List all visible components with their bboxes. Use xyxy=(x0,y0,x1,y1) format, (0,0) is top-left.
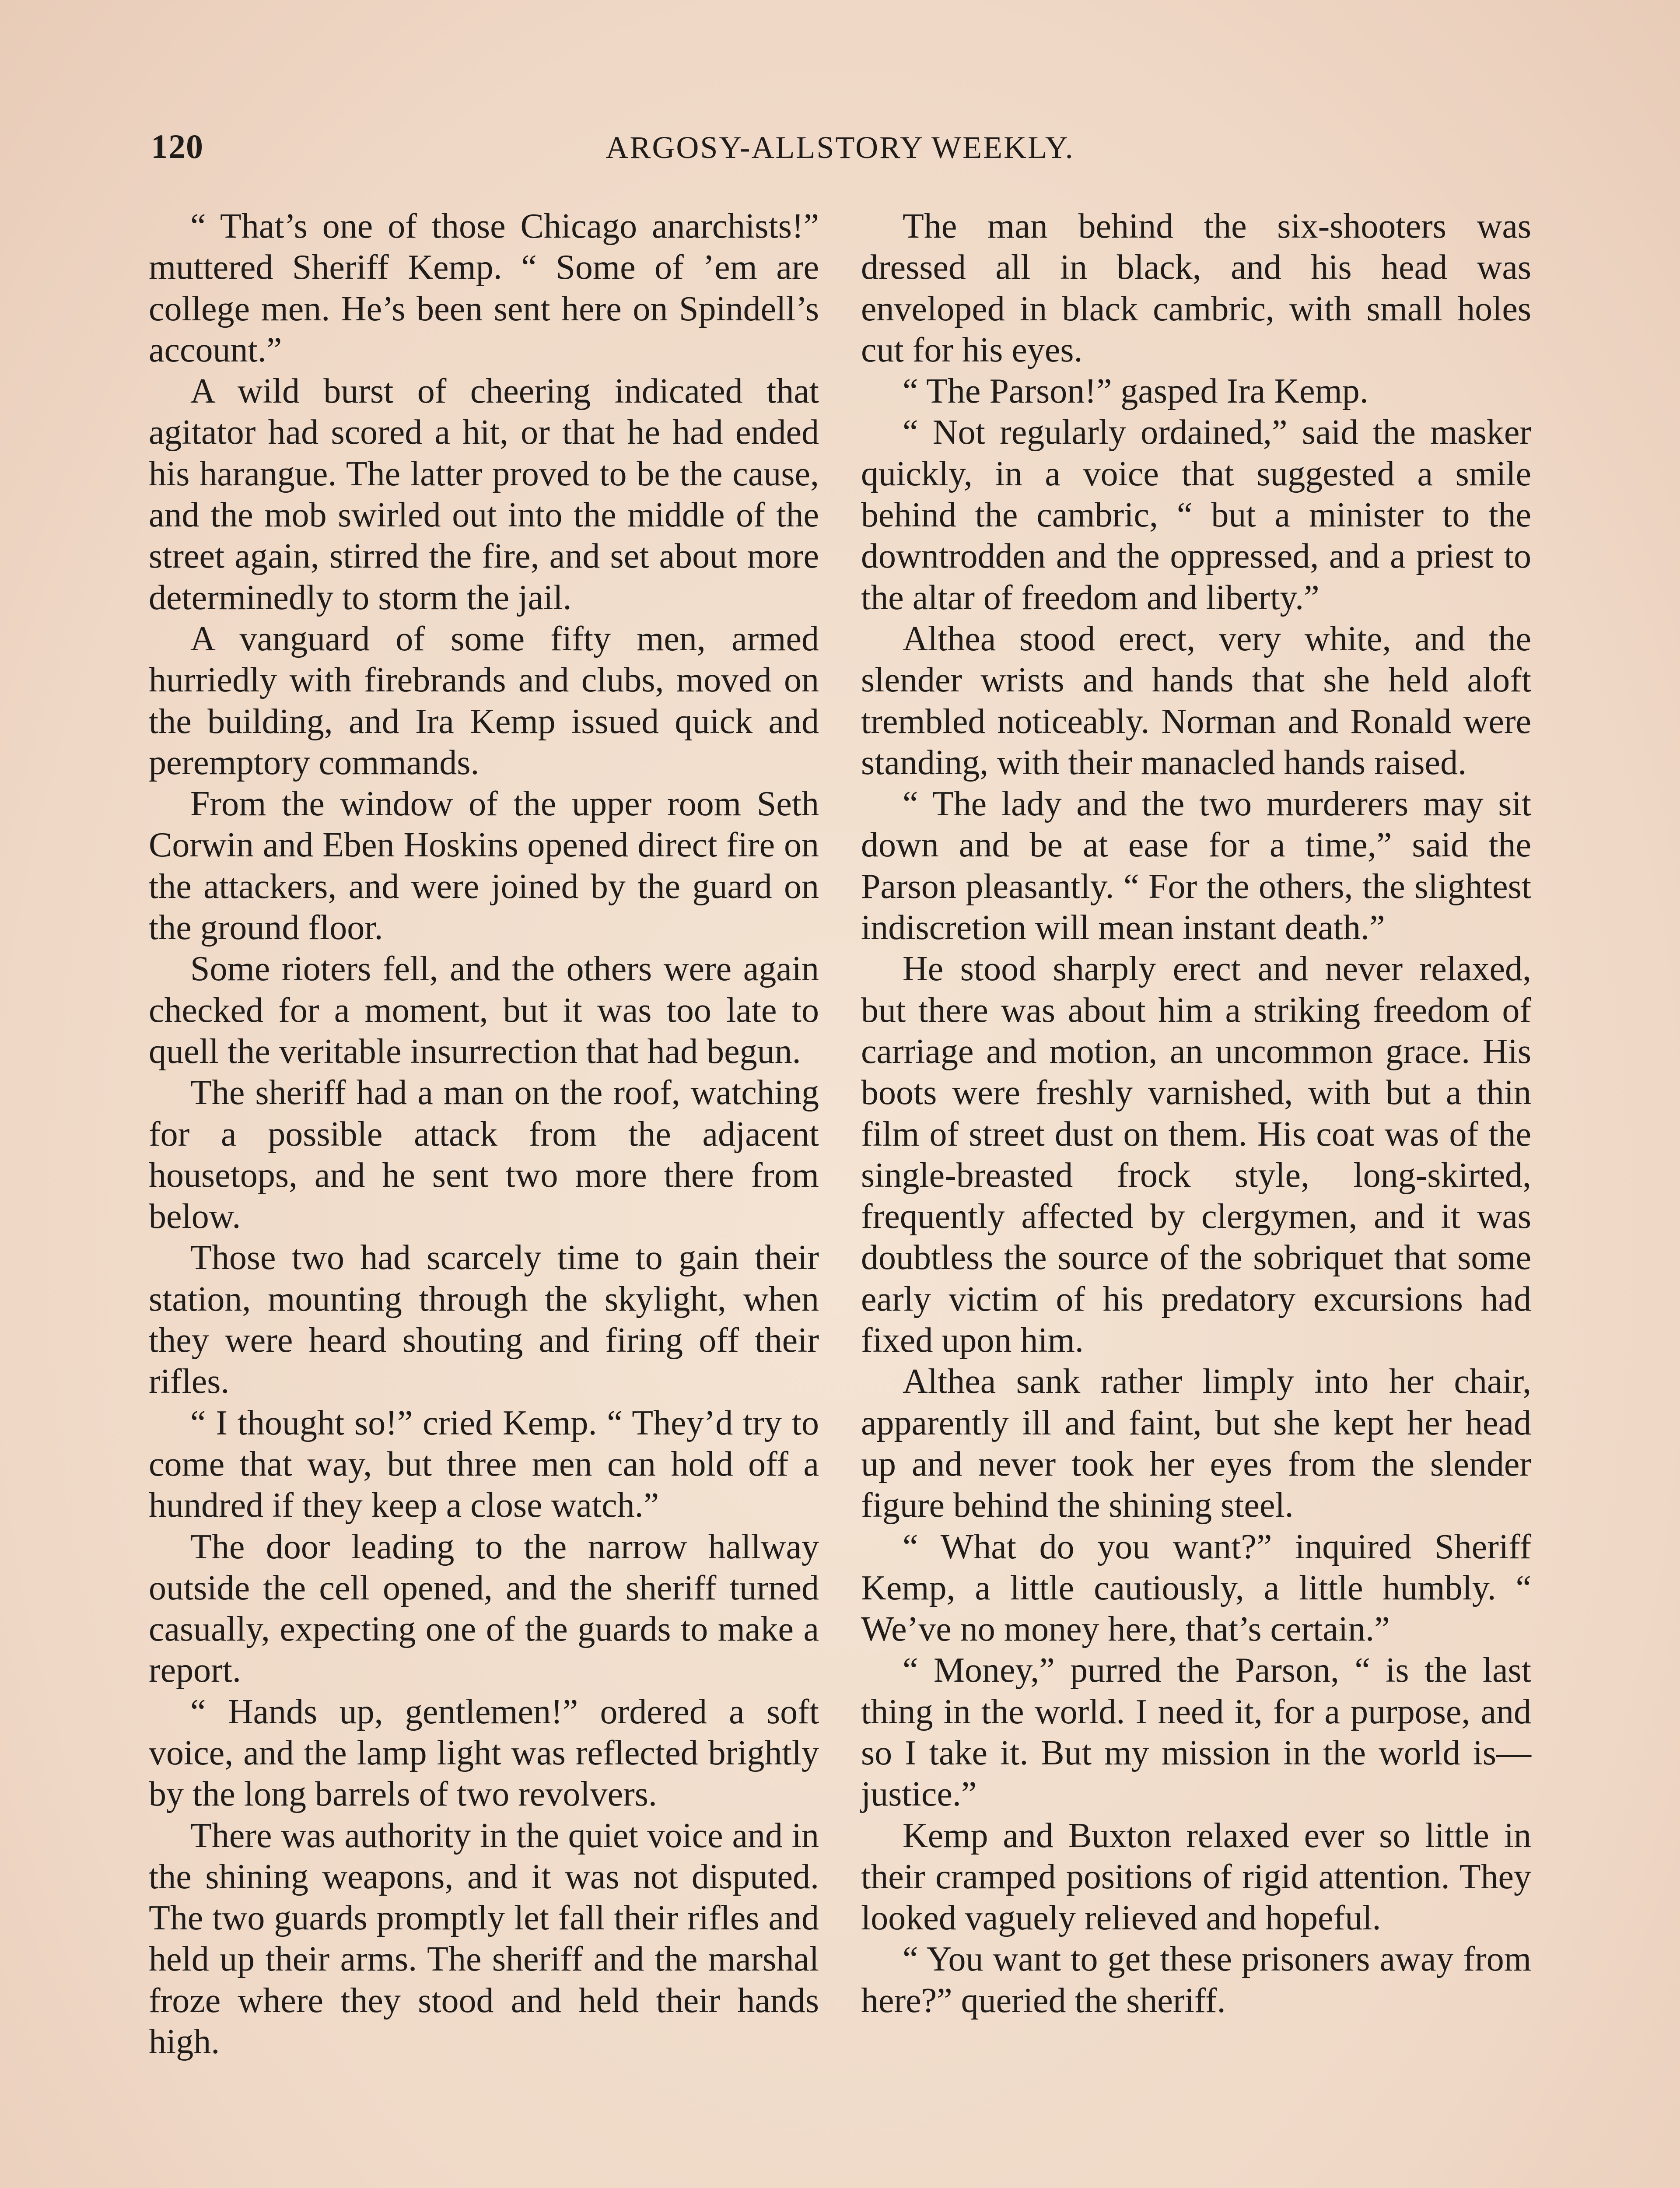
paragraph: “ Money,” purred the Parson, “ is the last thing in the world. I need it, for a purpose, and so I take it. But my mission in the world is—justice.” xyxy=(861,1651,1531,1814)
paragraph: The man behind the six-shooters was dressed all in black, and his head was enveloped in black cambric, with small holes cut for his eyes. xyxy=(861,207,1531,369)
paragraph: The door leading to the narrow hallway outside the cell opened, and the sheriff turned casually, expecting one of the guards to make a report. xyxy=(149,1527,819,1690)
running-title: ARGOSY-ALLSTORY WEEKLY. xyxy=(606,130,1074,165)
paragraph: Some rioters fell, and the others were again checked for a moment, but it was too late to quell the veritable insurrection that had begun. xyxy=(149,950,819,1071)
paragraph: “ Not regularly ordained,” said the masker quickly, in a voice that suggested a smile behind the cambric, “ but a minister to the downtrodden and the oppressed, and a priest to the altar of freedom and liberty.” xyxy=(861,413,1531,617)
paragraph: “ The lady and the two murderers may sit down and be at ease for a time,” said the Parson pleasantly. “ For the others, the slightest indiscretion will mean instant death.” xyxy=(861,785,1531,947)
paragraph: Althea stood erect, very white, and the slender wrists and hands that she held aloft trembled noticeably. Norman and Ronald were standing, with their manacled hands raised. xyxy=(861,619,1531,782)
paragraph: “ Hands up, gentlemen!” ordered a soft voice, and the lamp light was reflected brightly by the long barrels of two revolvers. xyxy=(149,1692,819,1814)
right-column xyxy=(861,206,1531,2021)
paragraph: From the window of the upper room Seth Corwin and Eben Hoskins opened direct fire on the attackers, and were joined by the guard on the ground floor. xyxy=(149,785,819,947)
paragraph: “ The Parson!” gasped Ira Kemp. xyxy=(903,372,1368,411)
paragraph: “ That’s one of those Chicago anarchists!” muttered Sheriff Kemp. “ Some of ’em are college men. He’s been sent here on Spindell’s account.” xyxy=(149,207,819,369)
paragraph: “ You want to get these prisoners away from here?” queried the sheriff. xyxy=(861,1940,1531,2020)
paragraph: Kemp and Buxton relaxed ever so little in their cramped positions of rigid attention. They looked vaguely relieved and hopeful. xyxy=(861,1816,1531,1938)
paragraph: There was authority in the quiet voice and in the shining weapons, and it was not disputed. The two guards promptly let fall their rifles and held up their arms. The sheriff and the marshal froze where they stood and held their hands high. xyxy=(149,1816,819,2062)
paragraph: “ What do you want?” inquired Sheriff Kemp, a little cautiously, a little humbly. “ We’ve no money here, that’s certain.” xyxy=(861,1527,1531,1649)
paragraph: A vanguard of some fifty men, armed hurriedly with firebrands and clubs, moved on the building, and Ira Kemp issued quick and peremptory commands. xyxy=(149,619,819,782)
page-number: 120 xyxy=(151,127,203,165)
paragraph: A wild burst of cheering indicated that agitator had scored a hit, or that he had ended his harangue. The latter proved to be the cause, and the mob swirled out into the middle of the street again, stirred the fire, and set about more determinedly to storm the jail. xyxy=(149,372,819,617)
paragraph: “ I thought so!” cried Kemp. “ They’d try to come that way, but three men can hold off a hundred if they keep a close watch.” xyxy=(149,1403,819,1525)
paragraph: He stood sharply erect and never relaxed, but there was about him a striking freedom of carriage and motion, an uncommon grace. His boots were freshly varnished, with but a thin film of street dust on them. His coat was of the single-breasted frock style, long-skirted, frequently affected by clergymen, and it was doubtless the source of the sobriquet that some early victim of his predatory excursions had fixed upon him. xyxy=(861,950,1531,1360)
paragraph: The sheriff had a man on the roof, watching for a possible attack from the adjacent housetops, and he sent two more there from below. xyxy=(149,1073,819,1236)
paragraph: Althea sank rather limply into her chair, apparently ill and faint, but she kept her head up and never took her eyes from the slender figure behind the shining steel. xyxy=(861,1362,1531,1525)
left-column xyxy=(149,206,819,2062)
paragraph: Those two had scarcely time to gain their station, mounting through the skylight, when they were heard shouting and firing off their rifles. xyxy=(149,1238,819,1401)
